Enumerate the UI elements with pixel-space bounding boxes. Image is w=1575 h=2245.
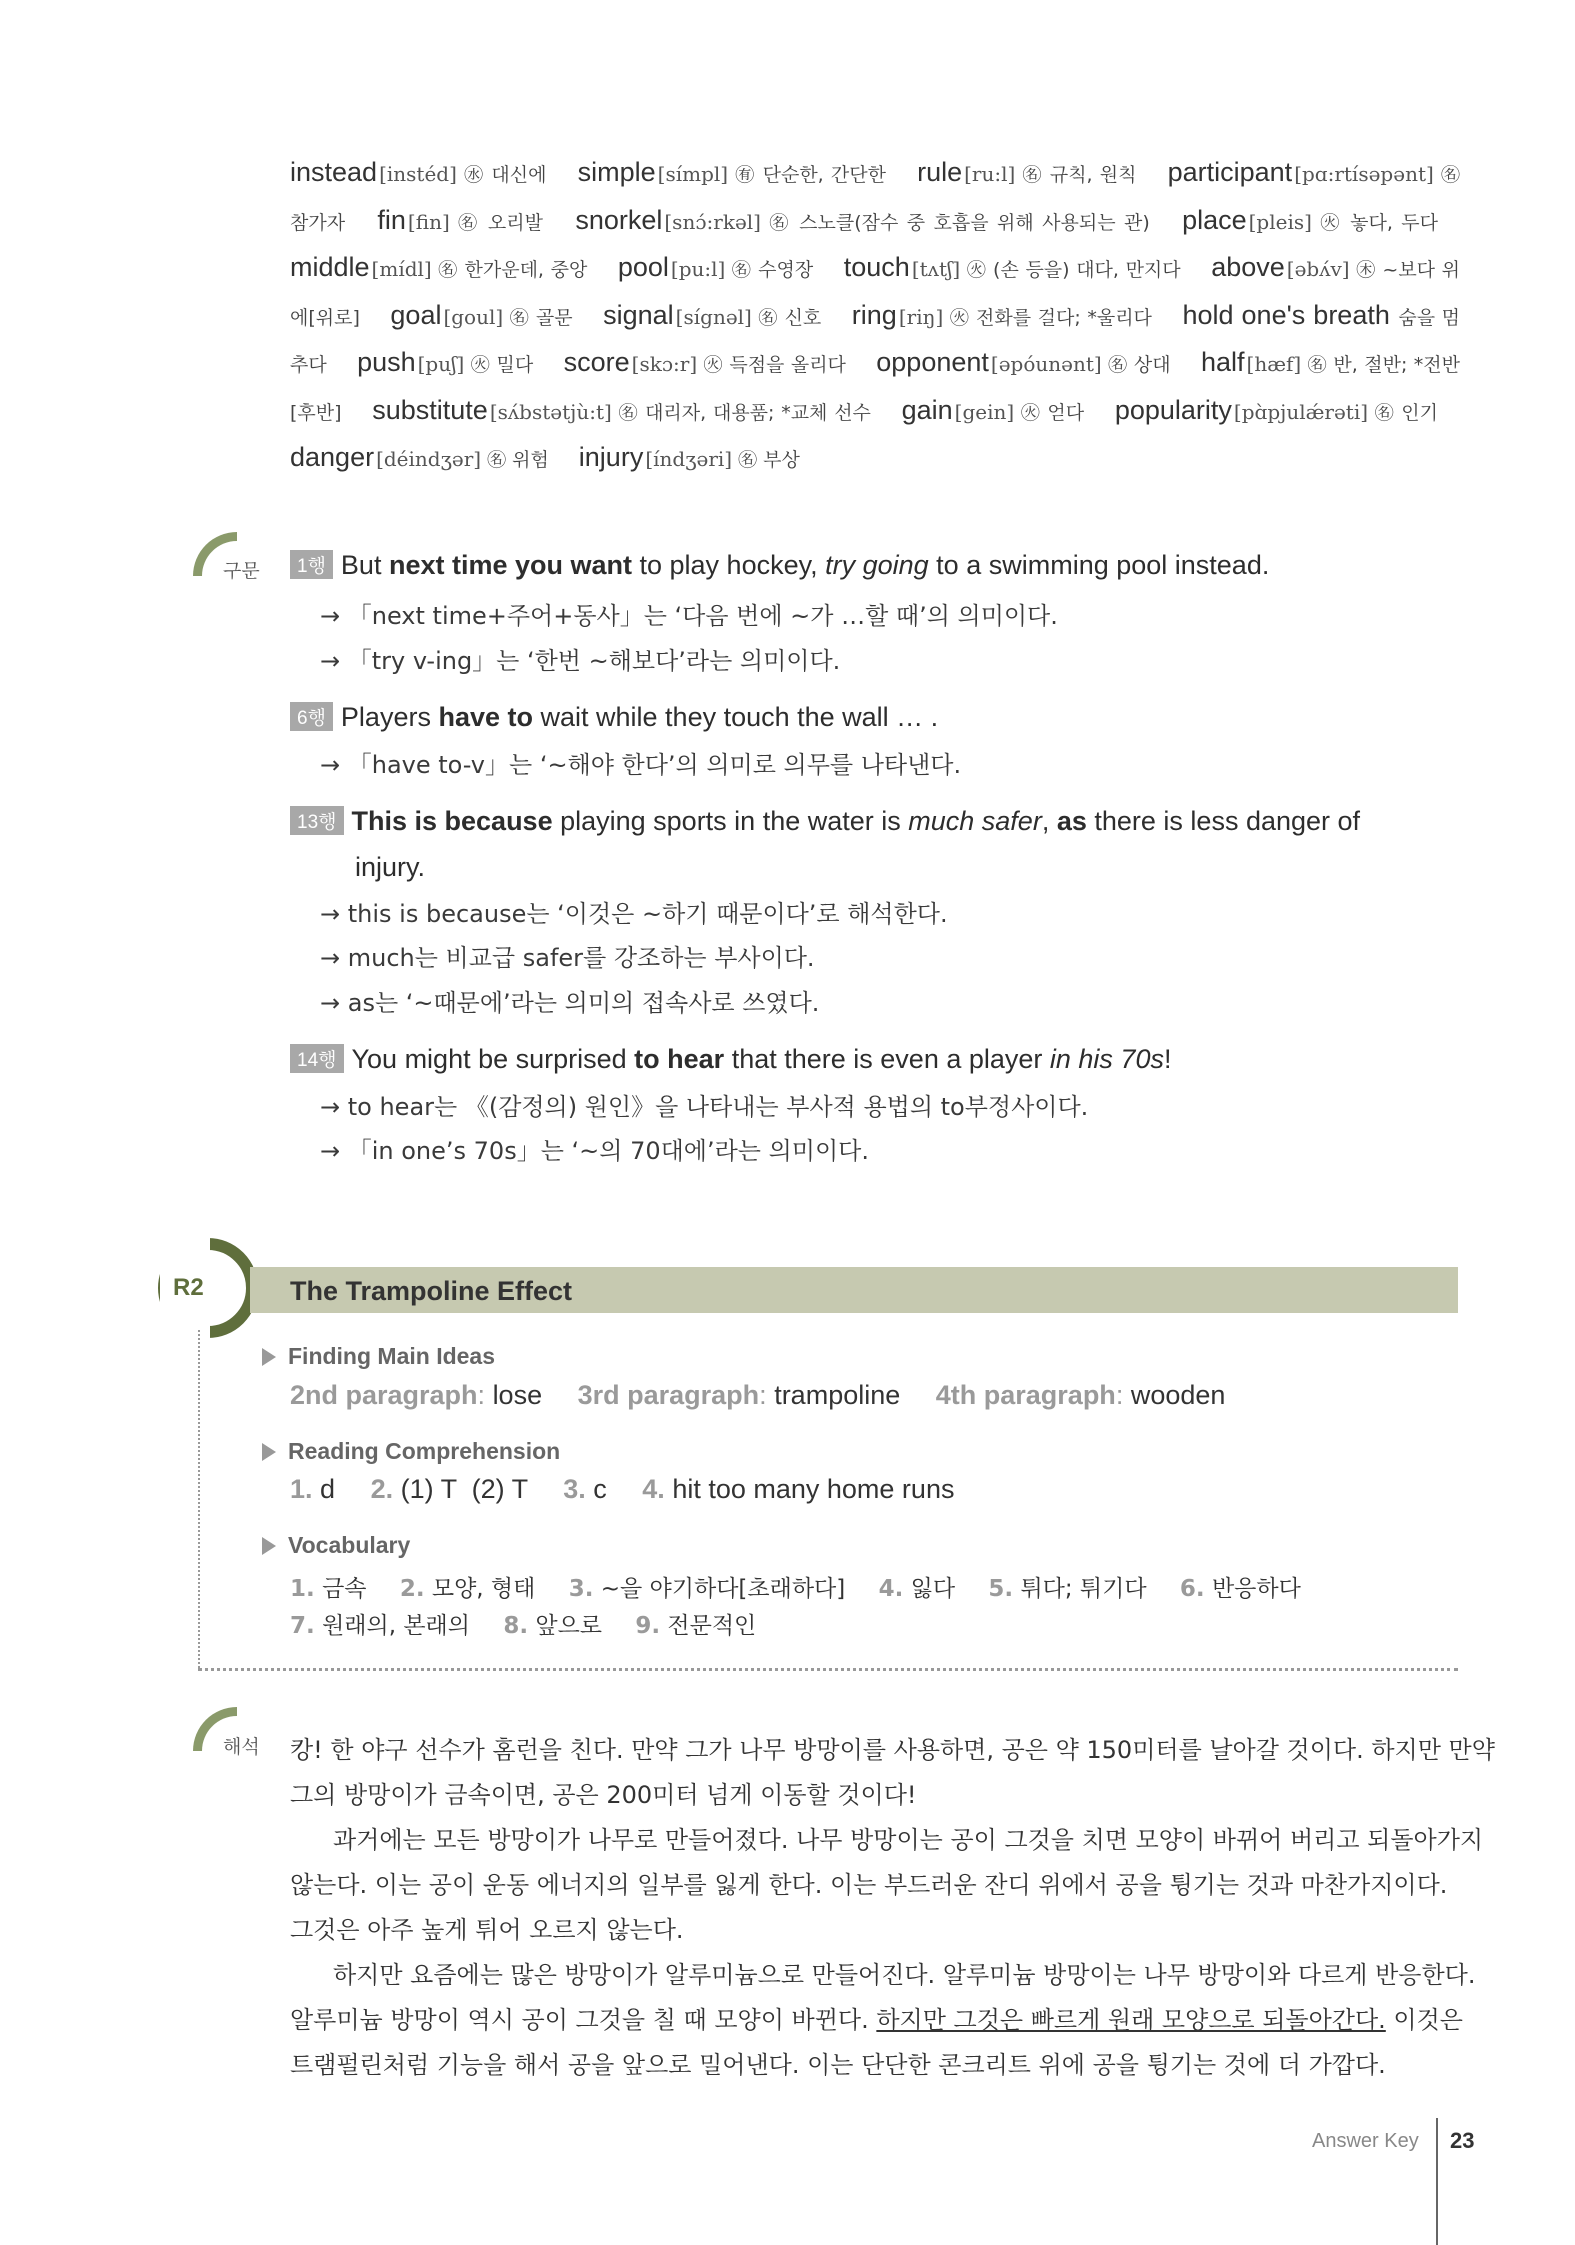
vocab-pronunciation: [sʌ́bstətjù:t] — [489, 399, 612, 424]
grammar-note: → to hear는 《(감정의) 원인》을 나타내는 부사적 용법의 to부정사이다. — [320, 1093, 1089, 1121]
translation-line: 않는다. 이는 공이 운동 에너지의 일부를 잃게 한다. 이는 부드러운 잔디 위에서 공을 튕기는 것과 마찬가지이다. — [290, 1871, 1448, 1899]
vocab-pronunciation: [sígnəl] — [675, 304, 752, 329]
vocab-pronunciation: [pɑ:rtísəpənt] — [1294, 162, 1434, 186]
vocab-pronunciation: [tʌtʃ] — [911, 257, 961, 281]
vocab-definition: ㊔ 골문 — [509, 306, 573, 329]
vocab-word: goal — [390, 299, 442, 330]
vocab-pronunciation: [əbʌ́v] — [1286, 257, 1350, 281]
vocabulary-heading: Vocabulary — [262, 1532, 410, 1559]
vocab-word: score — [563, 347, 630, 377]
vocab-entry — [290, 253, 609, 282]
vocab-word: hold one's breath — [1182, 299, 1390, 330]
vocab-definition: ㊍ ~보다 위에[위로] — [290, 259, 1461, 329]
vocab-definition: ㊔ 규칙, 원칙 — [1021, 164, 1137, 186]
line-label: 13행 — [290, 806, 344, 835]
triangle-bullet-icon — [262, 1443, 276, 1461]
grammar-note: → 「in one’s 70s」는 ‘~의 70대에’라는 의미이다. — [320, 1137, 869, 1165]
vocab-pronunciation: [snɔ́:rkəl] — [664, 209, 761, 234]
vocab-entry — [290, 443, 571, 472]
vocab-entry — [372, 396, 893, 425]
vocab-definition: ㊔ 신호 — [757, 306, 822, 329]
vocab-entry — [357, 348, 555, 377]
vocab-pronunciation: [pɑ̀pjulǽrəti] — [1233, 399, 1369, 424]
triangle-bullet-icon — [262, 1537, 276, 1555]
vocab-definition: ㊔ 수영장 — [731, 259, 814, 281]
grammar-sentence-2: 6행 Players have to wait while they touch the wall … . — [290, 702, 938, 733]
vocab-word: middle — [290, 252, 370, 282]
vocab-word: half — [1200, 347, 1245, 377]
footer-separator — [1436, 2118, 1438, 2245]
underlined-sentence: 하지만 그것은 빠르게 원래 모양으로 되돌아간다. — [876, 2006, 1386, 2034]
grammar-note: → 「have to-v」는 ‘~해야 한다’의 의미로 의무를 나타낸다. — [320, 751, 962, 779]
r2-label: R2 — [173, 1274, 204, 1301]
vocab-pronunciation: [hæf] — [1246, 352, 1302, 376]
vocab-definition: ㊔ 인기 — [1374, 401, 1438, 424]
page-number: 23 — [1450, 2128, 1475, 2153]
grammar-note: → 「next time+주어+동사」는 ‘다음 번에 ~가 …할 때’의 의미이다. — [320, 602, 1058, 630]
vocab-entry — [564, 348, 868, 377]
vocab-entry — [618, 253, 835, 282]
vocab-entry — [1115, 396, 1460, 425]
translation-line: 하지만 요즘에는 많은 방망이가 알루미늄으로 만들어진다. 알루미늄 방망이는 나무 방망이와 다르게 반응한다. — [333, 1961, 1476, 1989]
answer-box-left-border — [198, 1330, 200, 1668]
vocab-pronunciation: [ru:l] — [964, 162, 1016, 186]
vocab-entry — [844, 253, 1203, 282]
vocab-pronunciation: [goul] — [443, 304, 504, 329]
vocab-entry — [290, 158, 569, 187]
vocab-pronunciation: [əpóunənt] — [990, 352, 1102, 376]
vocabulary-answers-row-2: 7. 원래의, 본래의 8. 앞으로 9. 전문적인 — [290, 1613, 757, 1639]
line-label: 14행 — [290, 1044, 344, 1073]
grammar-sentence-3: 13행 This is because playing sports in the water is much safer, as there is less danger of — [290, 806, 1360, 837]
vocab-pronunciation: [déindʒər] — [376, 447, 482, 471]
vocab-word: fin — [377, 204, 406, 235]
grammar-sentence-4: 14행 You might be surprised to hear that there is even a player in his 70s! — [290, 1044, 1171, 1075]
vocab-word: snorkel — [575, 204, 663, 235]
grammar-sentence-1: 1행 But next time you want to play hockey, try going to a swimming pool instead. — [290, 550, 1269, 581]
vocab-pronunciation: [símpl] — [657, 162, 729, 186]
vocab-pronunciation: [skɔ:r] — [631, 352, 698, 376]
vocab-pronunciation: [pu:l] — [670, 257, 726, 281]
translation-side-label: 해석 — [223, 1736, 260, 1758]
vocab-word: pool — [617, 252, 669, 282]
vocab-definition: ㊋ 밀다 — [470, 354, 534, 376]
vocab-pronunciation: [índʒəri] — [645, 447, 733, 471]
vocab-pronunciation: [riŋ] — [898, 304, 944, 329]
vocab-definition: ㊔ 위험 — [487, 449, 549, 471]
grammar-note: → this is because는 ‘이것은 ~하기 때문이다’로 해석한다. — [320, 900, 948, 928]
line-label: 1행 — [290, 550, 333, 579]
vocab-entry — [1182, 206, 1460, 235]
grammar-note: → as는 ‘~때문에’라는 의미의 접속사로 쓰였다. — [320, 989, 820, 1017]
vocab-word: simple — [577, 157, 656, 187]
vocab-definition: ㊔ 반, 절반; *전반[후반] — [290, 354, 1460, 424]
translation-line: 트램펄린처럼 기능을 해서 공을 앞으로 밀어낸다. 이는 단단한 콘크리트 위에 공을 튕기는 것에 더 가깝다. — [290, 2051, 1386, 2079]
vocab-pronunciation: [puʃ] — [417, 352, 465, 376]
vocabulary-list — [290, 150, 1460, 483]
vocab-definition: ㊋ 득점을 올리다 — [703, 354, 846, 376]
vocab-entry — [852, 301, 1174, 330]
finding-main-ideas-heading: Finding Main Ideas — [262, 1343, 495, 1370]
vocab-word: injury — [578, 442, 644, 472]
vocab-entry — [579, 443, 822, 472]
grammar-sentence-3-cont: injury. — [355, 852, 426, 882]
answer-box-divider — [198, 1668, 1458, 1671]
vocab-word: touch — [843, 252, 910, 282]
vocab-definition: ㊋ 전화를 걸다; *울리다 — [949, 306, 1152, 329]
vocab-entry — [575, 206, 1171, 235]
vocab-entry — [377, 206, 565, 235]
translation-line: 알루미늄 방망이 역시 공이 그것을 칠 때 모양이 바뀐다. 하지만 그것은 빠르게 원래 모양으로 되돌아간다. 이것은 — [290, 2006, 1463, 2034]
grammar-note: → 「try v-ing」는 ‘한번 ~해보다’라는 의미이다. — [320, 647, 841, 675]
vocab-word: signal — [603, 299, 674, 330]
vocab-definition: ㊒ 단순한, 간단한 — [734, 164, 886, 186]
vocab-word: opponent — [876, 347, 989, 377]
vocab-word: above — [1211, 252, 1285, 282]
r2-title: The Trampoline Effect — [290, 1276, 573, 1306]
vocab-entry — [603, 301, 843, 330]
vocab-definition: ㊔ 스노클(잠수 중 호흡을 위해 사용되는 관) — [766, 211, 1150, 234]
vocab-word: place — [1182, 204, 1247, 235]
translation-line: 그것은 아주 높게 튀어 오르지 않는다. — [290, 1916, 684, 1944]
vocab-entry — [876, 348, 1192, 377]
vocab-definition: ㊋ 얻다 — [1020, 401, 1085, 424]
vocab-word: ring — [851, 299, 897, 330]
translation-line: 그의 방망이가 금속이면, 공은 200미터 넘게 이동할 것이다! — [290, 1781, 917, 1809]
triangle-bullet-icon — [262, 1348, 276, 1366]
vocab-pronunciation: [instéd] — [379, 162, 457, 186]
vocab-entry — [390, 301, 594, 330]
vocab-definition: ㊋ 놓다, 두다 — [1317, 211, 1438, 234]
translation-line: 캉! 한 야구 선수가 홈런을 친다. 만약 그가 나무 방망이를 사용하면, 공은 약 150미터를 날아갈 것이다. 하지만 만약 — [290, 1736, 1495, 1764]
vocabulary-answers-row-1: 1. 금속 2. 모양, 형태 3. ~을 야기하다[초래하다] 4. 잃다 5. 튀다; 튀기다 6. 반응하다 — [290, 1576, 1301, 1602]
translation-line: 과거에는 모든 방망이가 나무로 만들어졌다. 나무 방망이는 공이 그것을 치면 모양이 바뀌어 버리고 되돌아가지 — [333, 1826, 1484, 1854]
vocab-pronunciation: [fin] — [407, 209, 450, 234]
vocab-definition: ㊔ 상대 — [1107, 354, 1171, 376]
vocab-definition: ㊔ 대리자, 대용품; *교체 선수 — [617, 401, 871, 424]
vocab-definition: ㊔ 오리발 — [455, 211, 543, 234]
vocab-definition: ㊋ (손 등을) 대다, 만지다 — [966, 259, 1181, 281]
vocab-definition: 숨을 멈추다 — [290, 306, 1461, 376]
vocab-pronunciation: [mídl] — [371, 257, 432, 281]
vocab-word: danger — [290, 442, 375, 472]
vocab-word: instead — [290, 157, 378, 187]
vocab-pronunciation: [gein] — [954, 399, 1015, 424]
line-label: 6행 — [290, 702, 333, 731]
vocab-definition: ㊔ 한가운데, 중앙 — [437, 259, 588, 281]
vocab-word: push — [357, 347, 416, 377]
vocab-entry — [902, 396, 1107, 425]
vocab-word: substitute — [372, 394, 488, 425]
vocab-definition: ㊔ 참가자 — [290, 164, 1460, 234]
vocab-entry — [578, 158, 908, 187]
vocab-word: gain — [901, 394, 953, 425]
vocab-definition: ㊔ 부상 — [738, 449, 800, 471]
vocab-pronunciation: [pleis] — [1248, 209, 1312, 234]
vocab-word: rule — [917, 157, 963, 187]
vocab-word: popularity — [1114, 394, 1232, 425]
finding-main-ideas-answers: 2nd paragraph: lose 3rd paragraph: trampoline 4th paragraph: wooden — [290, 1380, 1226, 1410]
grammar-note: → much는 비교급 safer를 강조하는 부사이다. — [320, 944, 815, 972]
vocab-entry — [917, 158, 1158, 187]
footer-label: Answer Key — [1312, 2130, 1419, 2152]
grammar-side-label: 구문 — [223, 560, 260, 582]
reading-comprehension-answers: 1. d 2. (1) T (2) T 3. c 4. hit too many home runs — [290, 1474, 955, 1504]
vocab-definition: ㊌ 대신에 — [462, 164, 547, 186]
reading-comprehension-heading: Reading Comprehension — [262, 1438, 560, 1465]
vocab-word: participant — [1167, 157, 1293, 187]
